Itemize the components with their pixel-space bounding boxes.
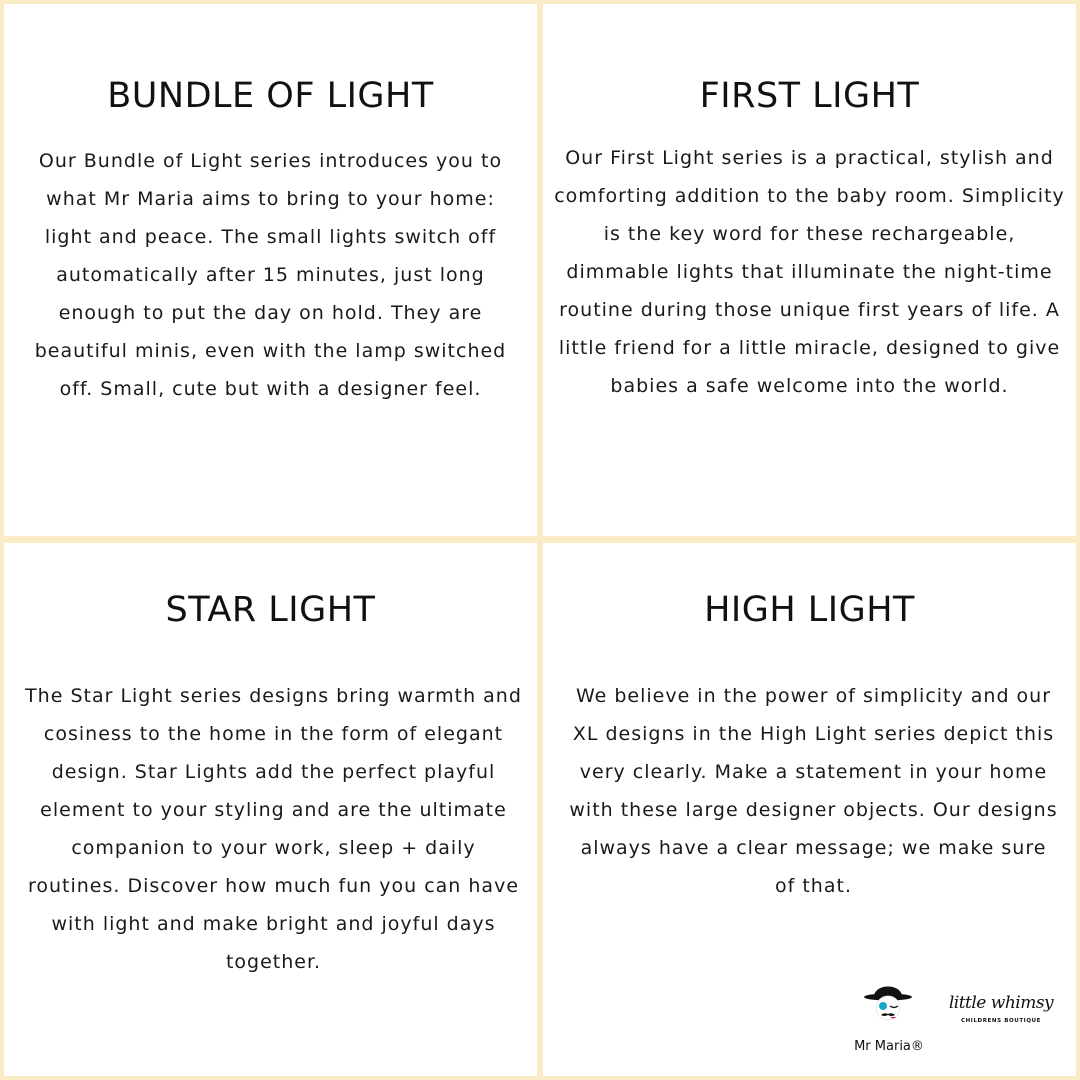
little-whimsy-logo — [945, 993, 1057, 1045]
little-whimsy-script: little whimsy — [948, 993, 1054, 1013]
mr-maria-wordmark: Mr Maria® — [854, 1039, 924, 1054]
panel-description: Our Bundle of Light series introduces you to what Mr Maria aims to bring to your home: light and peace. The small lights switch off automatically after 15 minutes, just long enough to put the day on hold. They are beautiful minis, even with the lamp switched off. Small, cute but with a designer feel. — [34, 150, 507, 400]
panel-title: HIGH LIGHT — [704, 590, 915, 630]
panel-description: We believe in the power of simplicity and our XL designs in the High Light series depict this very clearly. Make a statement in your home with these large designer objects. Our designs always have a clear message; we make sure of that. — [569, 685, 1058, 897]
panel-first-light — [543, 4, 1076, 536]
panel-high-light — [543, 543, 1076, 1076]
panel-title: STAR LIGHT — [165, 590, 376, 630]
panel-title: BUNDLE OF LIGHT — [107, 76, 434, 116]
little-whimsy-tagline: CHILDRENS BOUTIQUE — [960, 1018, 1042, 1024]
panel-description: Our First Light series is a practical, stylish and comforting addition to the baby room. Simplicity is the key word for these rechargeable, dimmable lights that illuminate the night-time routine during those unique first years of life. A little friend for a little miracle, designed to give babies a safe welcome into the world. — [554, 147, 1065, 397]
panel-bundle-of-light — [4, 4, 537, 536]
panel-description: The Star Light series designs bring warmth and cosiness to the home in the form of elegant design. Star Lights add the perfect playful element to your styling and are the ultimate companion to your work, sleep + daily routines. Discover how much fun you can have with light and make bright and joyful days together. — [25, 685, 522, 973]
panel-title: FIRST LIGHT — [699, 76, 920, 116]
brand-logos — [843, 975, 1063, 1065]
mr-maria-logo — [843, 975, 933, 1065]
panel-star-light — [4, 543, 537, 1076]
